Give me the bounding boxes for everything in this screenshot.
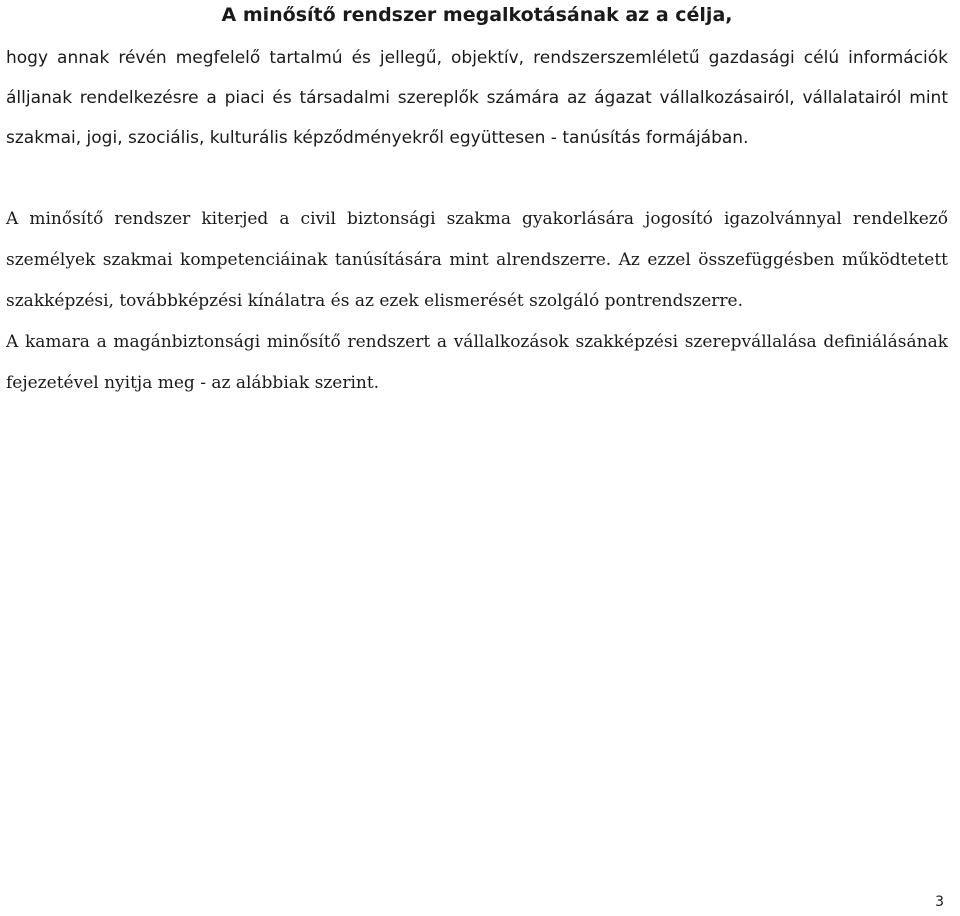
intro-paragraph: hogy annak révén megfelelő tartalmú és jellegű, objektív, rendszerszemléletű gazdasági célú információk álljanak rendelkezésre a piaci és társadalmi szereplők számára az ágazat vállalkozásairól, vállalatairól mint szakmai, jogi, szociális, kulturális képződményekről együttesen - tanúsítás formájában. — [6, 48, 948, 148]
document-heading: A minősítő rendszer megalkotásának az a célja, — [221, 4, 733, 26]
paragraph-chamber: A kamara a magánbiztonsági minősítő rendszert a vállalkozások szakképzési szerepvállalása definiálásának fejezetével nyitja meg - az alábbiak szerint. — [6, 332, 948, 393]
page-number: 3 — [935, 894, 944, 910]
document-page — [6, 0, 948, 404]
paragraph-scope: A minősítő rendszer kiterjed a civil biztonsági szakma gyakorlására jogosító igazolvánnyal rendelkező személyek szakmai kompetenciáinak tanúsítására mint alrendszerre. Az ezzel összefüggésben működtetett szakképzési, továbbképzési kínálatra és az ezek elismerését szolgáló pontrendszerre. — [6, 209, 948, 311]
